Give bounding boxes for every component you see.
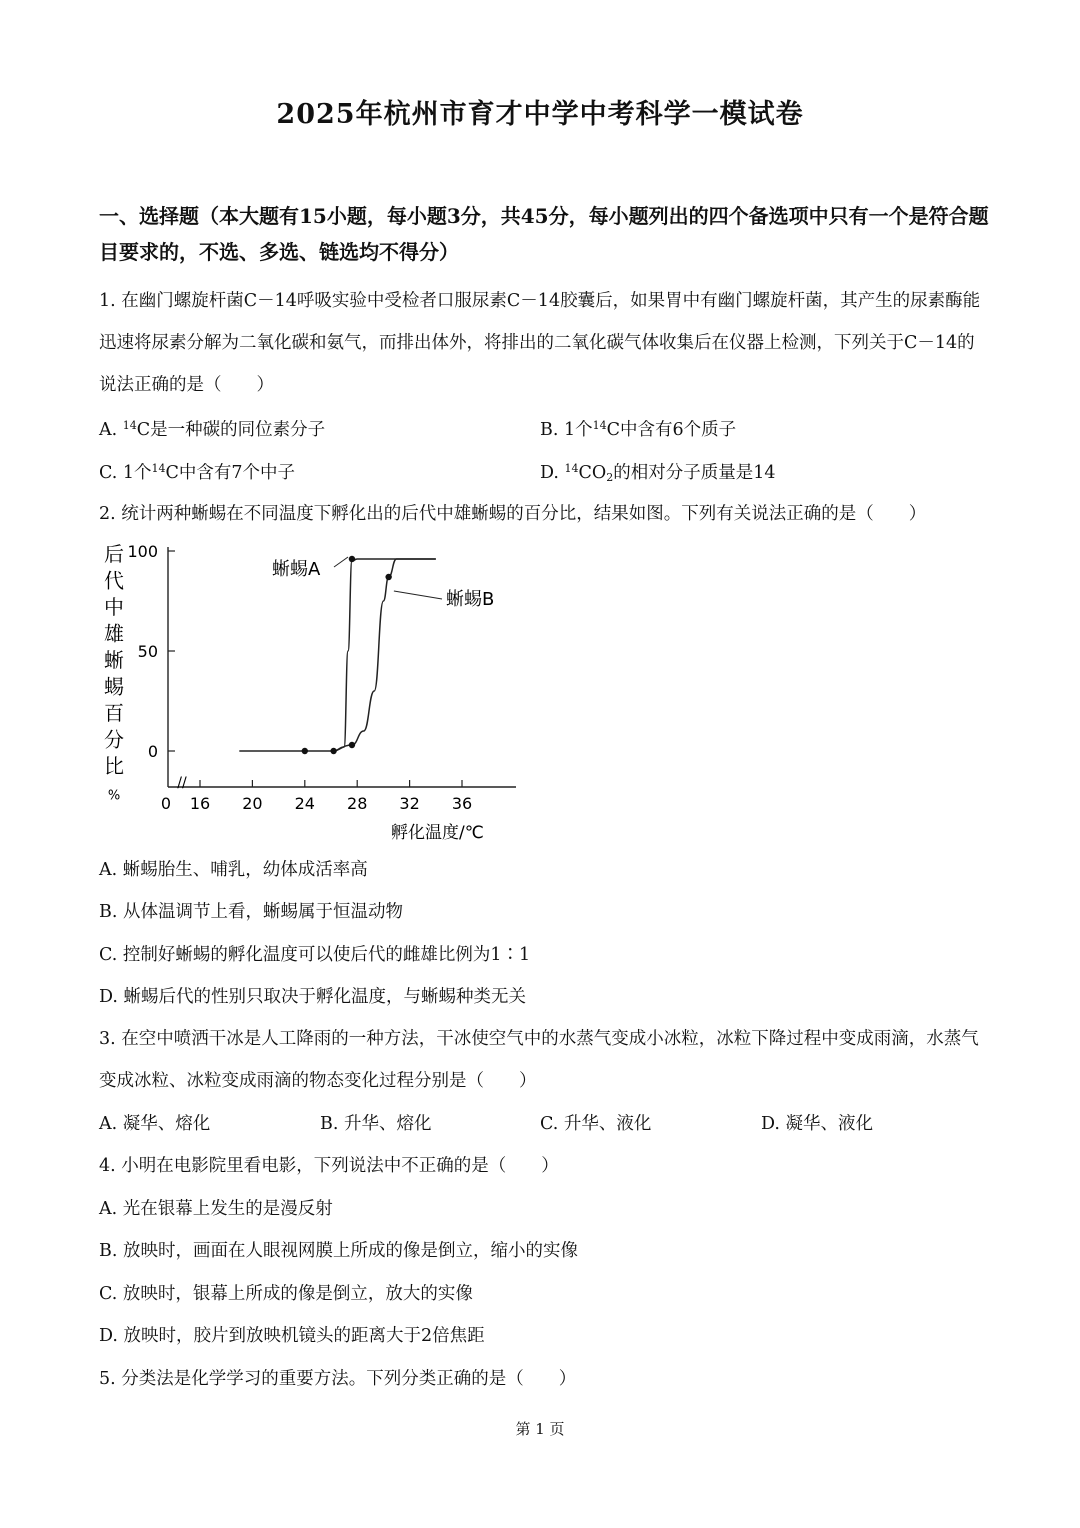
page-number: 第 1 页 [515, 1420, 565, 1438]
question-3-option-b: B. 升华、熔化 [320, 1114, 432, 1134]
y-axis-label-char: 雄 [104, 621, 124, 646]
y-tick-label: 50 [137, 642, 158, 661]
x-tick-label: 16 [189, 794, 211, 813]
x-tick-label: 32 [399, 794, 420, 813]
chart-series [239, 556, 494, 754]
question-1-option-d: D. $^{14}CO_2$的相对分子质量是14 [540, 462, 776, 484]
question-1-stem: 1. 在幽门螺旋杆菌C－14呼吸实验中受检者口服尿素C－14胶囊后，如果胃中有幽门螺旋杆菌，其产生的尿素酶能迅速将尿素分解为二氧化碳和氨气，而排出体外，将排出的二氧化碳气体收集后在仪器上检测，下列关于C－14的说法正确的是（ ） [99, 291, 981, 395]
data-point [302, 748, 308, 754]
question-3-stem: 3. 在空中喷洒干冰是人工降雨的一种方法，干冰使空气中的水蒸气变成小冰粒，冰粒下降过程中变成雨滴，水蒸气变成冰粒、冰粒变成雨滴的物态变化过程分别是（ ） [99, 1029, 979, 1091]
y-axis-label-char: 代 [104, 568, 124, 593]
y-axis-label-char: 比 [104, 754, 124, 778]
question-2-option-c: C. 控制好蜥蜴的孵化温度可以使后代的雌雄比例为1∶1 [99, 945, 531, 965]
chart-ticks [127, 542, 472, 813]
question-2-option-a: A. 蜥蜴胎生、哺乳，幼体成活率高 [99, 860, 368, 880]
question-4-option-c: C. 放映时，银幕上所成的像是倒立，放大的实像 [99, 1284, 473, 1304]
question-2-stem: 2. 统计两种蜥蜴在不同温度下孵化出的后代中雄蜥蜴的百分比，结果如图。下列有关说法正确的是（ ） [99, 504, 927, 524]
section-heading: 一、选择题（本大题有15小题，每小题3分，共45分，每小题列出的四个备选项中只有一个是符合题目要求的，不选、多选、链选均不得分） [99, 204, 989, 264]
series-line-a [239, 559, 435, 751]
question-3-option-a: A. 凝华、熔化 [99, 1114, 211, 1134]
question-1-option-a: A. $^{14}$C是一种碳的同位素分子 [99, 419, 326, 440]
y-axis-label-char: % [107, 788, 121, 804]
question-2-option-b: B. 从体温调节上看，蜥蜴属于恒温动物 [99, 902, 403, 922]
data-point [385, 574, 391, 580]
series-label-a: 蜥蜴A [272, 559, 321, 580]
y-axis-label [104, 542, 124, 804]
x-tick-label: 36 [451, 794, 473, 813]
chart-axes [168, 547, 516, 791]
x-tick-label: 24 [294, 794, 315, 813]
question-3-option-d: D. 凝华、液化 [761, 1114, 874, 1134]
x-axis-label: 孵化温度/℃ [391, 823, 484, 843]
question-5-stem: 5. 分类法是化学学习的重要方法。下列分类正确的是（ ） [99, 1369, 577, 1389]
series-line-b [331, 559, 436, 751]
question-4-option-a: A. 光在银幕上发生的是漫反射 [99, 1199, 333, 1219]
y-axis-label-char: 蜴 [104, 674, 124, 699]
x-tick-label: 0 [160, 794, 172, 813]
x-tick-label: 20 [242, 794, 263, 813]
question-2-option-d: D. 蜥蜴后代的性别只取决于孵化温度，与蜥蜴种类无关 [99, 987, 527, 1007]
y-axis-label-char: 蜥 [104, 648, 124, 672]
exam-title: 2025年杭州市育才中学中考科学一模试卷 [276, 99, 804, 130]
axis-break-mark: // [177, 775, 187, 791]
y-axis-label-char: 百 [104, 701, 124, 725]
data-point [330, 748, 336, 754]
question-3-option-c: C. 升华、液化 [540, 1114, 652, 1134]
y-tick-label: 100 [127, 542, 158, 561]
question-4-option-d: D. 放映时，胶片到放映机镜头的距离大于2倍焦距 [99, 1326, 485, 1346]
series-label-b: 蜥蜴B [446, 589, 495, 610]
y-axis-label-char: 分 [104, 727, 124, 752]
leader-line-a [334, 557, 348, 567]
y-axis-label-char: 后 [104, 542, 124, 566]
question-4-stem: 4. 小明在电影院里看电影，下列说法中不正确的是（ ） [99, 1156, 559, 1176]
y-axis-label-char: 中 [104, 595, 124, 619]
question-4-option-b: B. 放映时，画面在人眼视网膜上所成的像是倒立，缩小的实像 [99, 1241, 578, 1261]
y-tick-label: 0 [147, 742, 158, 761]
data-point [349, 556, 355, 562]
chart-figure [96, 535, 536, 847]
leader-line-b [394, 591, 442, 599]
x-tick-label: 28 [347, 794, 368, 813]
question-1-option-c: C. 1个$^{14}$C中含有7个中子 [99, 462, 296, 483]
question-1-option-b: B. 1个$^{14}$C中含有6个质子 [540, 419, 737, 440]
data-point [349, 742, 355, 748]
